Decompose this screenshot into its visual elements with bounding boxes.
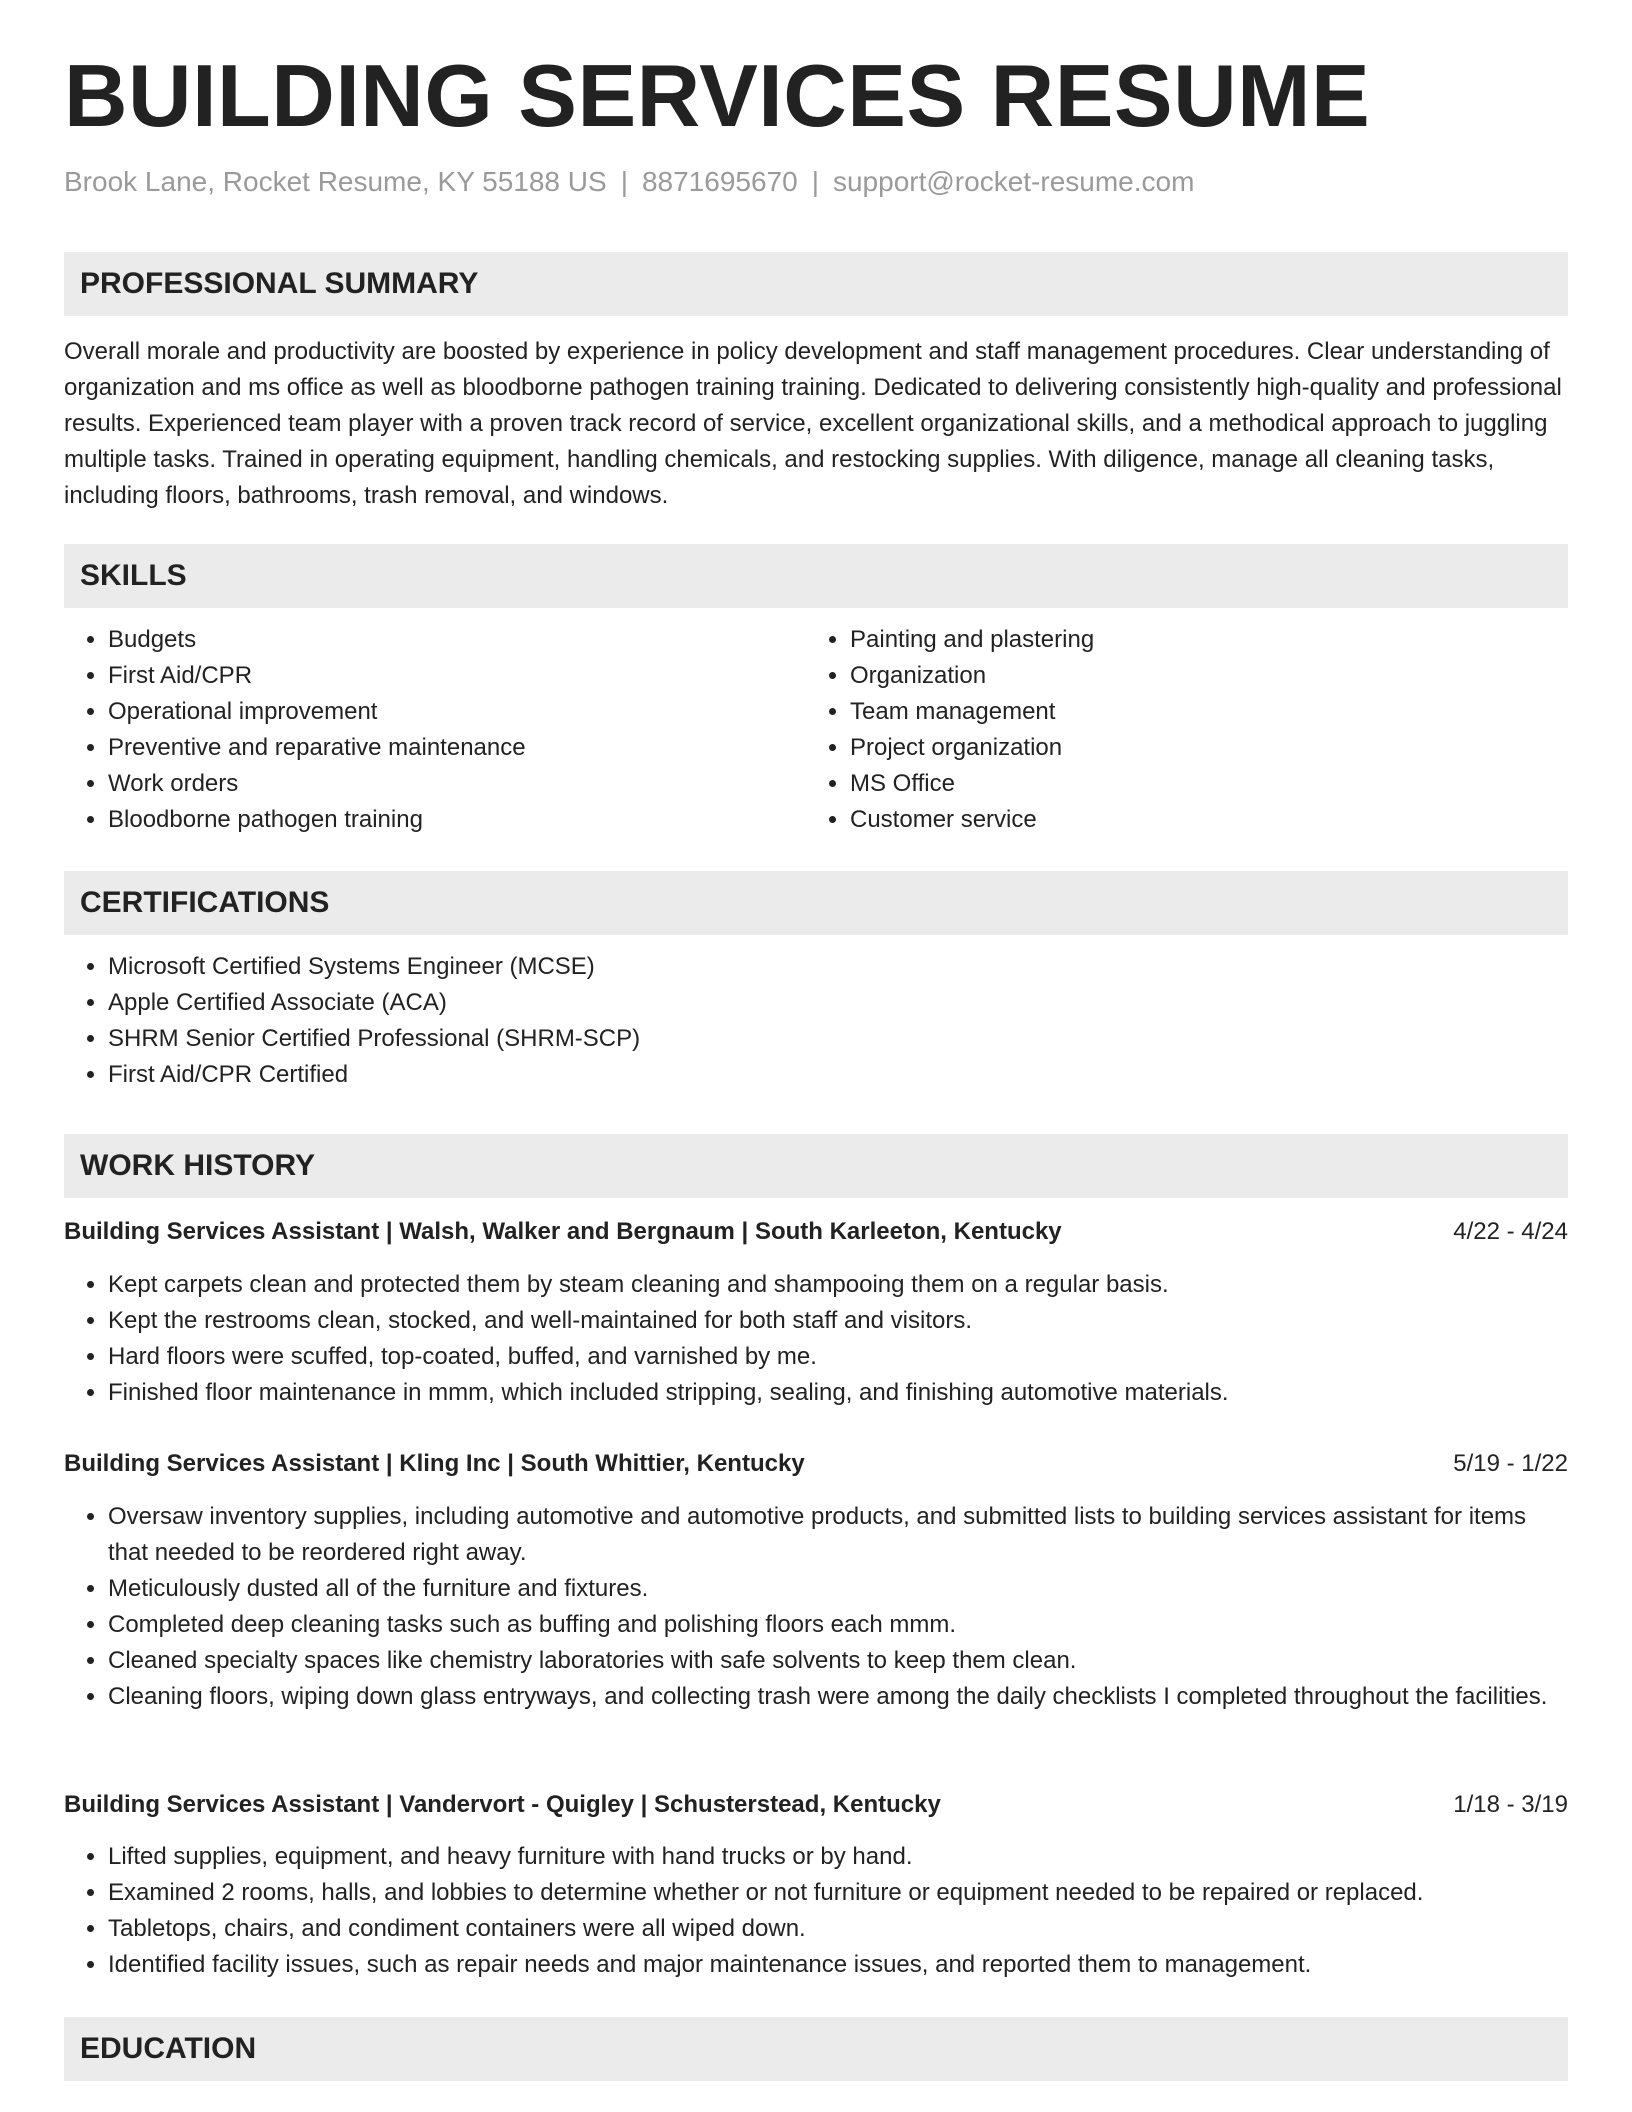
skill-item: • Painting and plastering [850, 622, 1550, 658]
job-bullet: • Completed deep cleaning tasks such as buffing and polishing floors each mmm. [108, 1607, 1568, 1643]
job-bullet: • Lifted supplies, equipment, and heavy furniture with hand trucks or by hand. [108, 1839, 1568, 1875]
job-bullet: • Cleaned specialty spaces like chemistry laboratories with safe solvents to keep them clean. [108, 1643, 1568, 1679]
job-title: Building Services Assistant | Kling Inc | South Whittier, Kentucky [64, 1450, 805, 1477]
job-dates: 5/19 - 1/22 [1453, 1450, 1568, 1477]
job-bullets [64, 1499, 1568, 1715]
job-bullet: • Kept carpets clean and protected them by steam cleaning and shampooing them on a regular basis. [108, 1267, 1568, 1303]
job-bullet: • Kept the restrooms clean, stocked, and well-maintained for both staff and visitors. [108, 1303, 1568, 1339]
contact-separator: | [811, 166, 819, 197]
job-heading [64, 1446, 1568, 1482]
contact-email: support@rocket-resume.com [832, 166, 1195, 197]
skill-item: • Bloodborne pathogen training [108, 802, 798, 838]
certifications-list [64, 949, 1568, 1093]
skill-item: • Work orders [108, 766, 798, 802]
job-heading [64, 1214, 1568, 1250]
contact-address: Brook Lane, Rocket Resume, KY 55188 US [64, 166, 607, 197]
skill-item: • Customer service [850, 802, 1550, 838]
certification-item: • First Aid/CPR Certified [108, 1057, 1568, 1093]
job-bullet: • Identified facility issues, such as repair needs and major maintenance issues, and reported them to management. [108, 1947, 1568, 1983]
skill-item: • MS Office [850, 766, 1550, 802]
skill-item: • Budgets [108, 622, 798, 658]
skills-list-left [64, 622, 798, 838]
section-header-certifications: CERTIFICATIONS [64, 871, 1568, 935]
job-title: Building Services Assistant | Vandervort - Quigley | Schusterstead, Kentucky [64, 1791, 941, 1818]
job-bullet: • Hard floors were scuffed, top-coated, buffed, and varnished by me. [108, 1339, 1568, 1375]
section-header-summary: PROFESSIONAL SUMMARY [64, 252, 1568, 316]
professional-summary: Overall morale and productivity are boosted by experience in policy development and staff management procedures. Clear understanding of organization and ms office as well as bloodborne pathogen training training. Dedicated to delivering consistently high-quality and professional results. Experienced team player with a proven track record of service, excellent organizational skills, and a methodical approach to juggling multiple tasks. Trained in operating equipment, handling chemicals, and restocking supplies. With diligence, manage all cleaning tasks, including floors, bathrooms, trash removal, and windows. [64, 338, 1562, 509]
job-bullet: • Cleaning floors, wiping down glass entryways, and collecting trash were among the daily checklists I completed throughout the facilities. [108, 1679, 1568, 1715]
job-bullets [64, 1839, 1568, 1983]
section-header-education: EDUCATION [64, 2017, 1568, 2081]
skill-item: • Project organization [850, 730, 1550, 766]
skill-item: • Preventive and reparative maintenance [108, 730, 798, 766]
skill-item: • Organization [850, 658, 1550, 694]
certification-item: • Apple Certified Associate (ACA) [108, 985, 1568, 1021]
job-bullet: • Meticulously dusted all of the furniture and fixtures. [108, 1571, 1568, 1607]
job-dates: 4/22 - 4/24 [1453, 1218, 1568, 1245]
job-bullets [64, 1267, 1568, 1411]
skill-item: • First Aid/CPR [108, 658, 798, 694]
skills-list-right [806, 622, 1550, 838]
section-header-work-history: WORK HISTORY [64, 1134, 1568, 1198]
certification-item: • SHRM Senior Certified Professional (SHRM-SCP) [108, 1021, 1568, 1057]
resume-title: BUILDING SERVICES RESUME [64, 46, 1371, 145]
skill-item: • Operational improvement [108, 694, 798, 730]
contact-phone: 8871695670 [641, 166, 798, 197]
job-bullet: • Tabletops, chairs, and condiment containers were all wiped down. [108, 1911, 1568, 1947]
job-bullet: • Oversaw inventory supplies, including automotive and automotive products, and submitted lists to building services assistant for items that needed to be reordered right away. [108, 1499, 1568, 1571]
job-heading [64, 1787, 1568, 1823]
job-bullet: • Examined 2 rooms, halls, and lobbies to determine whether or not furniture or equipment needed to be repaired or replaced. [108, 1875, 1568, 1911]
certification-item: • Microsoft Certified Systems Engineer (MCSE) [108, 949, 1568, 985]
job-bullet: • Finished floor maintenance in mmm, which included stripping, sealing, and finishing automotive materials. [108, 1375, 1568, 1411]
job-dates: 1/18 - 3/19 [1453, 1791, 1568, 1818]
job-title: Building Services Assistant | Walsh, Walker and Bergnaum | South Karleeton, Kentucky [64, 1218, 1062, 1245]
contact-line [64, 166, 1194, 198]
contact-separator: | [620, 166, 628, 197]
section-header-skills: SKILLS [64, 544, 1568, 608]
skill-item: • Team management [850, 694, 1550, 730]
